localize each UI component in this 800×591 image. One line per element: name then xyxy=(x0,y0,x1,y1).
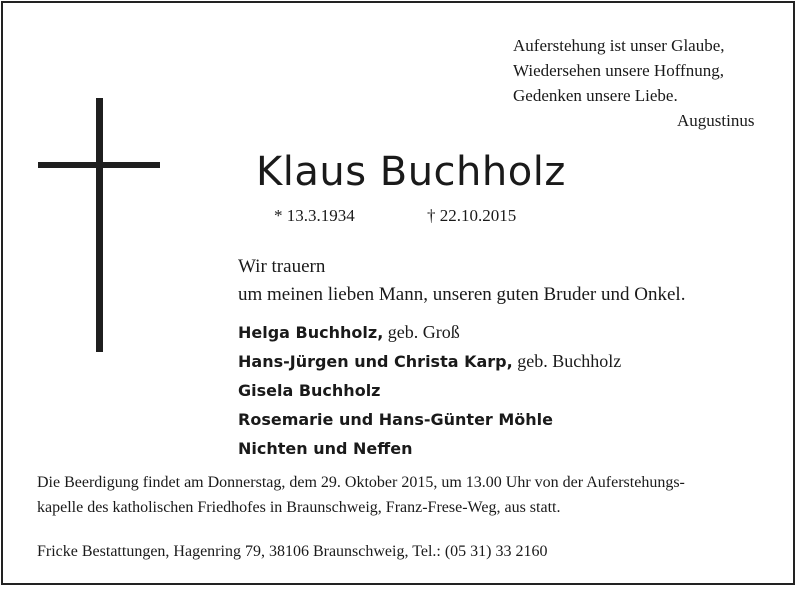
death-date: † 22.10.2015 xyxy=(427,206,517,225)
funeral-line: Die Beerdigung findet am Donnerstag, dem 29. Oktober 2015, um 13.00 Uhr von der Auferstehungs- xyxy=(37,474,685,491)
undertaker-info: Fricke Bestattungen, Hagenring 79, 38106 Braunschweig, Tel.: (05 31) 33 2160 xyxy=(37,543,548,560)
obituary-notice xyxy=(1,1,795,585)
deceased-name: Klaus Buchholz xyxy=(256,149,566,195)
family-member: Hans-Jürgen und Christa Karp, geb. Buchholz xyxy=(238,351,622,371)
family-list xyxy=(238,318,621,463)
family-member: Nichten und Neffen xyxy=(238,439,413,458)
quote-block xyxy=(513,33,754,133)
family-member: Helga Buchholz, geb. Groß xyxy=(238,322,460,342)
birth-date: * 13.3.1934 xyxy=(274,206,355,225)
funeral-line: kapelle des katholischen Friedhofes in Braunschweig, Franz-Frese-Weg, aus statt. xyxy=(37,499,561,516)
cross-horizontal-bar xyxy=(38,162,160,168)
funeral-info xyxy=(37,470,685,520)
quote-line: Auferstehung ist unser Glaube, xyxy=(513,36,725,55)
quote-line: Gedenken unsere Liebe. xyxy=(513,86,678,105)
mourning-line: um meinen lieben Mann, unseren guten Bruder und Onkel. xyxy=(238,284,686,305)
quote-author: Augustinus xyxy=(677,111,755,130)
mourning-text xyxy=(238,253,685,309)
family-member: Gisela Buchholz xyxy=(238,381,381,400)
quote-line: Wiedersehen unsere Hoffnung, xyxy=(513,61,724,80)
family-member: Rosemarie und Hans-Günter Möhle xyxy=(238,410,554,429)
cross-vertical-bar xyxy=(96,98,103,352)
mourning-line: Wir trauern xyxy=(238,256,326,277)
